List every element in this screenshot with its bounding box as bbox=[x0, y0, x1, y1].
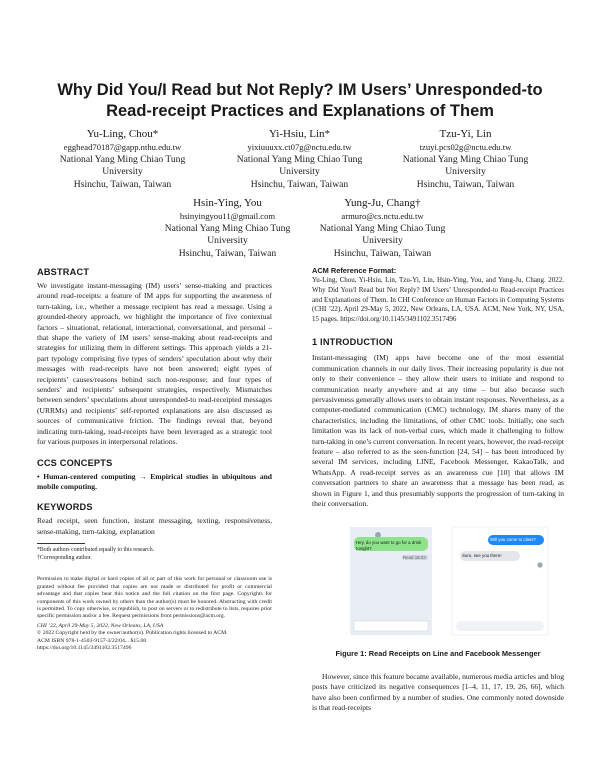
permission-notice: Permission to make digital or hard copies of all or part of this work for personal or classroom use is granted without fee provided that copies are not made or distributed for profit or commercial advantage and that copies bear this notice and the full citation on the first page. Copyrights for components of this work owned by others than the author(s) must be honored. Abstracting with credit is permitted. To copy otherwise, or republish, to post on servers or to redistribute to lists, requires prior specific permission and/or a fee. Request permissions from permissions@acm.org. bbox=[37, 576, 272, 620]
doi-link[interactable]: https://doi.org/10.1145/3491102.3517496 bbox=[37, 644, 132, 651]
right-column bbox=[312, 266, 564, 714]
author-block bbox=[145, 196, 310, 260]
acm-reference-text: Yu-Ling, Chou, Yi-Hsiu, Lin, Tzu-Yi, Lin, Hsin-Ying, You, and Yung-Ju, Chang. 2022. Why Did You/I Read but Not Reply? IM Users’ Unresponded-to Read-receipt Practices and Explanations of Them. In CHI Conference on Human Factors in Computing Systems (CHI ’22), April 29-May 5, 2022, New Orleans, LA, USA. ACM, New York, NY, USA, 15 pages. https://doi.org/10.1145/3491102.3517496 bbox=[312, 276, 564, 323]
author-name: Yu-Ling, Chou* bbox=[86, 128, 159, 140]
author-block bbox=[300, 196, 465, 260]
author-affiliation-2: University bbox=[445, 166, 486, 177]
messenger-seen-avatar bbox=[537, 563, 542, 568]
messenger-message-text: Will you come to class? bbox=[490, 537, 536, 543]
line-read-label: Read 19:22 bbox=[403, 555, 426, 561]
author-location: Hsinchu, Taiwan, Taiwan bbox=[73, 178, 172, 190]
keywords-text: Read receipt, seen function, instant messaging, texting, responsiveness, sense-making, turn-taking, explanation bbox=[37, 516, 272, 536]
abstract-heading: ABSTRACT bbox=[37, 267, 90, 277]
author-affiliation: National Yang Ming Chiao Tung bbox=[164, 222, 291, 234]
messenger-reply-text: Sure, see you there! bbox=[462, 553, 502, 559]
author-block bbox=[217, 127, 382, 191]
line-message-text: Hey, do you want to go for a drink tonight? bbox=[356, 540, 422, 551]
author-email: armuro@cs.nctu.edu.tw bbox=[341, 211, 424, 221]
ccs-heading: CCS CONCEPTS bbox=[37, 457, 113, 468]
left-column bbox=[37, 266, 272, 652]
author-name: Yi-Hsiu, Lin* bbox=[268, 128, 331, 140]
keywords-heading: KEYWORDS bbox=[37, 502, 93, 513]
author-block bbox=[40, 127, 205, 191]
author-name: Hsin-Ying, You bbox=[193, 197, 262, 209]
author-affiliation-2: University bbox=[102, 166, 143, 177]
abstract-text: We investigate instant-messaging (IM) users’ sense-making and practices around read-receipts: a feature of IM apps for supporting the awareness of turn-taking, i.e., whether a message recipient has read a message. Using a grounded-theory approach, we highlight the importance of five contextual factors – situational, relational, interactional, conversational, and personal – that shape the variety of IM users’ sense-making about read-receipts and strategies for utilizing them in different settings. This approach yields a 21-part typology comprising five types of senders’ speculation about why their messages with read-receipts have not been answered; eight types of recipients’ causes/reasons behind such non-response; and four types of senders’ and recipients’ subsequent strategies, respectively. Mismatches between senders’ speculations about unresponded-to read-receipted messages (URRMs) and recipients’ self-reported explanations are also discussed as sources of communicative friction. The findings reveal that, beyond indicating turn-taking, read-receipts have been leveraged as a strategic tool for various purposes in interpersonal relations. bbox=[37, 281, 272, 447]
author-email: tzuyi.pcs02g@nctu.edu.tw bbox=[419, 142, 512, 152]
copyright-notice: © 2022 Copyright held by the owner/author(s). Publication rights licensed to ACM. bbox=[37, 630, 228, 637]
title-line-2: Read-receipt Practices and Explanations of Them bbox=[106, 102, 494, 120]
author-email: hsinyingyou11@gmail.com bbox=[179, 211, 276, 221]
introduction-paragraph-1: Instant-messaging (IM) apps have become one of the most essential communication channels in our daily lives. Their increasing popularity is due not only to their convenience – they allow their users to initiate and respond to communication nearly anywhere and at any time – but also because such pervasiveness generally allows users to obtain instant responses. Nevertheless, as a computer-mediated communication (CMC) technology, IM shares many of the characteristics, including the limitations, of other CMC tools. Initially, one such limitation was its lack of non-verbal cues, which made it challenging to follow turn-taking in one’s current conversation. In recent years, however, the read-receipt feature – also referred to as the seen-function [24, 54] – has been introduced by several IM services, including LINE, Facebook Messenger, KakaoTalk, and WhatsApp. A read-receipt serves as an awareness cue [10] that allows IM conversation partners to share an awareness that a message has been read, as shown in Figure 1, and thus presumably supports the progression of turn-taking in their conversation. bbox=[312, 353, 564, 509]
figure-1 bbox=[312, 521, 564, 641]
author-location: Hsinchu, Taiwan, Taiwan bbox=[178, 247, 277, 259]
title-line-1: Why Did You/I Read but Not Reply? IM Users’ Unresponded-to bbox=[57, 81, 543, 99]
line-input-bar bbox=[354, 621, 428, 631]
author-affiliation: National Yang Ming Chiao Tung bbox=[236, 153, 363, 165]
author-email: yixiuuuxx.ct07g@nctu.edu.tw bbox=[247, 142, 352, 152]
footnote-corresponding: †Corresponding author. bbox=[37, 554, 92, 561]
author-name: Yung-Ju, Chang† bbox=[344, 197, 421, 209]
isbn: ACM ISBN 978-1-4503-9157-3/22/04... $15.00 bbox=[37, 637, 147, 644]
author-affiliation-2: University bbox=[279, 166, 320, 177]
introduction-paragraph-2: However, since this feature became available, numerous media articles and blog posts have criticized its negative consequences [1–4, 11, 17, 19, 26, 66], which have also been confirmed by a number of studies. One commonly noted downside is that read-receipts bbox=[312, 671, 564, 713]
author-affiliation-2: University bbox=[207, 235, 248, 246]
author-block bbox=[383, 127, 548, 191]
footnote-divider bbox=[37, 543, 85, 544]
author-affiliation: National Yang Ming Chiao Tung bbox=[402, 153, 529, 165]
acm-reference-heading: ACM Reference Format: bbox=[312, 266, 397, 275]
author-location: Hsinchu, Taiwan, Taiwan bbox=[250, 178, 349, 190]
author-affiliation: National Yang Ming Chiao Tung bbox=[59, 153, 186, 165]
introduction-heading: 1 INTRODUCTION bbox=[312, 337, 393, 348]
author-location: Hsinchu, Taiwan, Taiwan bbox=[416, 178, 515, 190]
messenger-input-bar bbox=[456, 621, 544, 631]
conference-info: CHI ’22, April 29-May 5, 2022, New Orleans, LA, USA bbox=[37, 622, 164, 629]
author-email: egghead70187@gapp.nthu.edu.tw bbox=[63, 142, 182, 152]
footnote-equal-contribution: *Both authors contributed equally to this research. bbox=[37, 547, 155, 554]
ccs-text: • Human-centered computing → Empirical studies in ubiquitous and mobile computing. bbox=[37, 471, 272, 491]
author-location: Hsinchu, Taiwan, Taiwan bbox=[333, 247, 432, 259]
author-affiliation-2: University bbox=[362, 235, 403, 246]
author-name: Tzu-Yi, Lin bbox=[439, 128, 492, 140]
figure-1-caption: Figure 1: Read Receipts on Line and Facebook Messenger bbox=[335, 649, 541, 659]
paper-title bbox=[40, 80, 560, 122]
author-affiliation: National Yang Ming Chiao Tung bbox=[319, 222, 446, 234]
